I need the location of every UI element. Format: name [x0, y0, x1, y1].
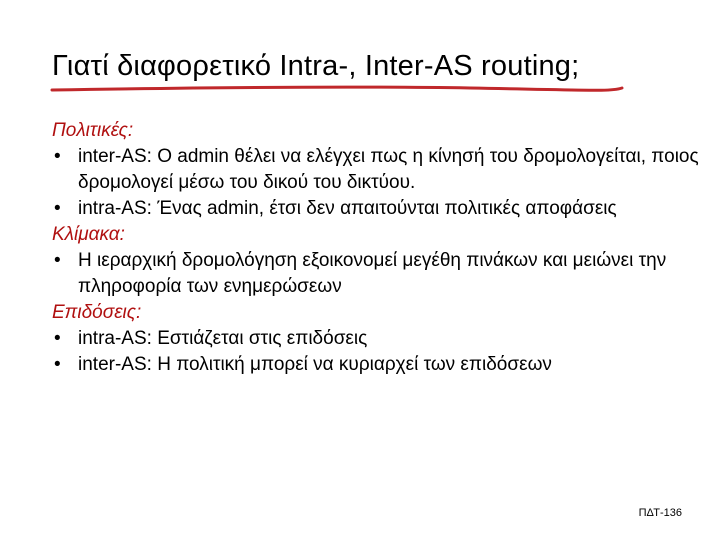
bullet-dot: • — [54, 250, 61, 271]
bullet-dot: • — [54, 146, 61, 167]
bullet-text: inter-AS: O admin θέλει να ελέγχει πως η κίνησή του δρομολογείται, ποιος δρομολογεί μέσω του δικού του δικτύου. — [78, 146, 699, 193]
bullet-text: intra-AS: Ένας admin, έτσι δεν απαιτούνται πολιτικές αποφάσεις — [78, 198, 617, 219]
bullet-dot: • — [54, 198, 61, 219]
bullet-text: inter-AS: Η πολιτική μπορεί να κυριαρχεί των επιδόσεων — [78, 354, 552, 375]
bullet-item — [52, 352, 702, 378]
slide-title: Γιατί διαφορετικό Intra-, Inter-AS routing; — [52, 50, 580, 82]
slide-body — [52, 118, 702, 378]
bullet-item — [52, 248, 702, 300]
bullet-dot: • — [54, 328, 61, 349]
bullet-item — [52, 196, 702, 222]
page-number: ΠΔΤ-136 — [638, 507, 682, 519]
section-heading-performance: Επιδόσεις: — [52, 302, 142, 323]
bullet-text: intra-AS: Εστιάζεται στις επιδόσεις — [78, 328, 368, 349]
section-heading-policies: Πολιτικές: — [52, 120, 134, 141]
title-underline — [50, 80, 625, 102]
bullet-item — [52, 144, 702, 196]
section-heading-scale: Κλίμακα: — [52, 224, 125, 245]
bullet-item — [52, 326, 702, 352]
bullet-dot: • — [54, 354, 61, 375]
bullet-text: Η ιεραρχική δρομολόγηση εξοικονομεί μεγέθη πινάκων και μειώνει την πληροφορία των ενημερώσεων — [78, 250, 667, 297]
